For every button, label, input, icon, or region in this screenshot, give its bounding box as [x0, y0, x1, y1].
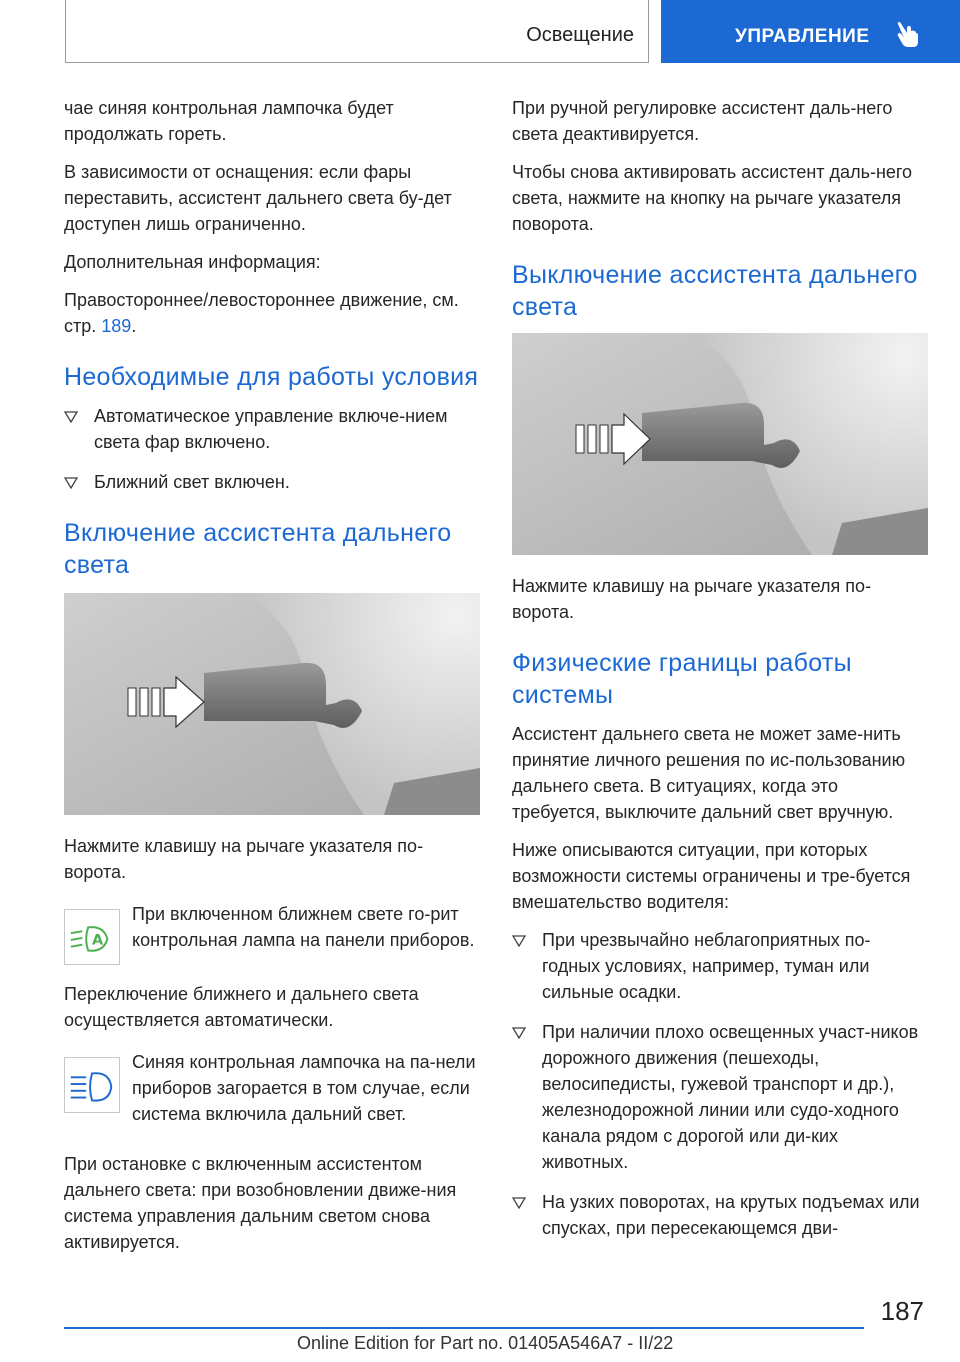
list-item: При чрезвычайно неблагоприятных по-годных условиях, например, туман или сильные осадки.: [512, 927, 928, 1005]
pointing-hand-icon: [896, 20, 922, 48]
right-column: [512, 95, 928, 1255]
indicator-high-beam-text: Синяя контрольная лампочка на па-нели приборов загорается в том случае, если система включила дальний свет.: [132, 1052, 476, 1124]
indicator-auto-text: При включенном ближнем свете го-рит контрольная лампа на панели приборов.: [132, 904, 475, 950]
disable-instruction: Нажмите клавишу на рычаге указателя по-ворота.: [512, 576, 872, 622]
svg-text:A: A: [92, 932, 104, 949]
paragraph-more-info: Дополнительная информация:: [64, 252, 321, 272]
page-link[interactable]: 189: [101, 316, 132, 336]
heading-conditions: Необходимые для работы условия: [64, 363, 479, 391]
paragraph-continued: чае синяя контрольная лампочка будет продолжать гореть.: [64, 98, 394, 144]
list-item: Автоматическое управление включе-нием света фар включено.: [64, 403, 480, 455]
footer-divider: [64, 1327, 864, 1329]
list-item: При наличии плохо освещенных участ-ников дорожного движения (пешеходы, велосипедисты, гужевой транспорт и др.), железнодорожной линии или судо-ходного канала рядом с дорогой или ди-ких животных.: [512, 1019, 928, 1175]
header-chapter-title: УПРАВЛЕНИЕ: [735, 26, 870, 47]
switch-text: Переключение ближнего и дальнего света осуществляется автоматически.: [64, 984, 419, 1030]
limits-paragraph-2: Ниже описываются ситуации, при которых возможности системы ограничены и тре-буется вмешательство водителя:: [512, 840, 911, 912]
heading-disable: Выключение ассистента дальнего света: [512, 261, 918, 321]
triangle-bullet-icon: [64, 477, 78, 489]
auto-light-indicator-icon: [64, 909, 120, 965]
heading-limits: Физические границы работы системы: [512, 649, 852, 709]
triangle-bullet-icon: [512, 1027, 526, 1039]
triangle-bullet-icon: [512, 935, 526, 947]
triangle-bullet-icon: [64, 411, 78, 423]
limits-list: [512, 927, 928, 1241]
header-section-box: [65, 0, 649, 63]
triangle-bullet-icon: [512, 1197, 526, 1209]
limits-paragraph-1: Ассистент дальнего света не может заме-нить принятие личного решения по ис-пользованию дальнего света. В ситуациях, когда это требуется, выключите дальний свет вручную.: [512, 724, 906, 822]
header-section-title: Освещение: [526, 24, 634, 46]
indicator-block-high-beam: [64, 1049, 480, 1139]
left-column: [64, 95, 480, 1267]
stalk-button-photo: [64, 593, 480, 815]
paragraph-equipment: В зависимости от оснащения: если фары переставить, ассистент дальнего света бу-дет доступен лишь ограниченно.: [64, 162, 452, 234]
enable-instruction: Нажмите клавишу на рычаге указателя по-ворота.: [64, 836, 424, 882]
page-number: 187: [880, 1296, 924, 1326]
list-item: На узких поворотах, на крутых подъемах или спусках, при пересекающемся дви-: [512, 1189, 928, 1241]
paragraph-reactivate: Чтобы снова активировать ассистент даль-него света, нажмите на кнопку на рычаге указателя поворота.: [512, 162, 913, 234]
heading-enable: Включение ассистента дальнего света: [64, 519, 452, 579]
header-chapter-tab[interactable]: [661, 0, 960, 63]
indicator-block-auto: [64, 901, 480, 969]
stop-text: При остановке с включенным ассистентом дальнего света: при возобновлении движе-ния система управления дальним светом снова активируется.: [64, 1154, 457, 1252]
stalk-button-photo-2: [512, 333, 928, 555]
footer-edition: Online Edition for Part no. 01405A546A7 - II/22: [297, 1333, 674, 1353]
paragraph-traffic: Правостороннее/левостороннее движение, см. стр. 189.: [64, 290, 459, 336]
conditions-list: [64, 403, 480, 495]
paragraph-manual: При ручной регулировке ассистент даль-него света деактивируется.: [512, 98, 893, 144]
list-item: Ближний свет включен.: [64, 469, 480, 495]
high-beam-indicator-icon: [64, 1057, 120, 1113]
